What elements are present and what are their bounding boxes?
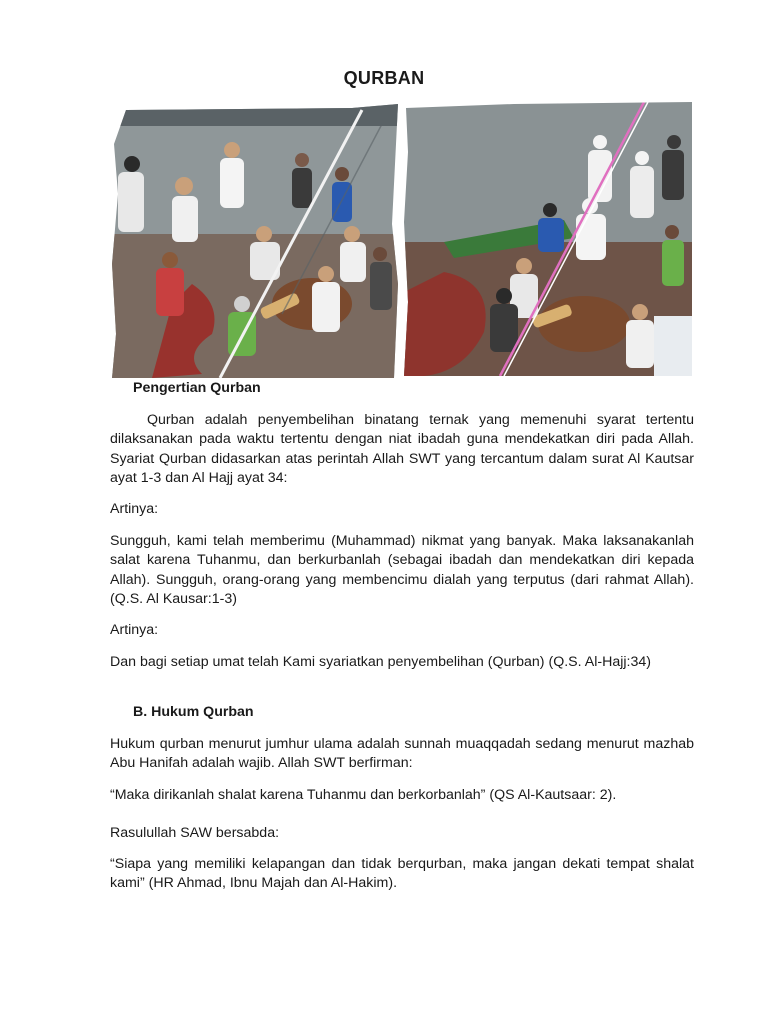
- quote-hadith: “Siapa yang memiliki kelapangan dan tidak berqurban, maka jangan dekati tempat shalat kami” (HR Ahmad, Ibnu Majah dan Al-Hakim).: [110, 856, 694, 892]
- quote-quran: “Maka dirikanlah shalat karena Tuhanmu dan berkorbanlah” (QS Al-Kautsaar: 2).: [110, 787, 617, 803]
- qurban-photo-left: [112, 104, 398, 378]
- label-artinya-2: Artinya:: [110, 622, 159, 638]
- rasul-intro: Rasulullah SAW bersabda:: [110, 825, 280, 841]
- paragraph-translation-hajj: Dan bagi setiap umat telah Kami syariatkan penyembelihan (Qurban) (Q.S. Al-Hajj:34): [110, 654, 651, 670]
- section-heading-pengertian: Pengertian Qurban: [133, 380, 261, 396]
- label-artinya-1: Artinya:: [110, 501, 159, 517]
- qurban-photo-right: [404, 102, 692, 376]
- paragraph-definition: Qurban adalah penyembelihan binatang ternak yang memenuhi syarat tertentu dilaksanakan pada waktu tertentu dengan niat ibadah guna mendekatkan diri pada Allah. Syariat Qurban didasarkan atas perintah Allah SWT yang tercantum dalam surat Al Kautsar ayat 1-3 dan Al Hajj ayat 34:: [110, 412, 694, 486]
- page-title: QURBAN: [343, 68, 425, 88]
- paragraph-translation-kautsar: Sungguh, kami telah memberimu (Muhammad) nikmat yang banyak. Maka laksanakanlah salat karena Tuhanmu, dan berkurbanlah (sebagai ibadah dan mendekatkan diri kepada Allah). Sungguh, orang-orang yang membencimu dialah yang terputus (dari rahmat Allah). (Q.S. Al Kausar:1-3): [110, 533, 694, 607]
- section-heading-hukum: B. Hukum Qurban: [133, 704, 254, 720]
- paragraph-hukum: Hukum qurban menurut jumhur ulama adalah sunnah muaqqadah sedang menurut mazhab Abu Hanifah adalah wajib. Allah SWT berfirman:: [110, 736, 694, 772]
